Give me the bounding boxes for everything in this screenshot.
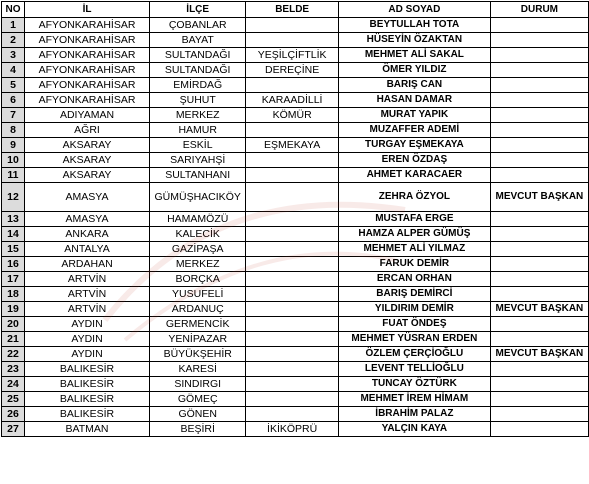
cell-durum	[490, 123, 588, 138]
cell-il: BALIKESİR	[24, 392, 149, 407]
cell-durum	[490, 18, 588, 33]
cell-durum	[490, 93, 588, 108]
cell-durum	[490, 48, 588, 63]
cell-il: AKSARAY	[24, 153, 149, 168]
cell-belde	[246, 168, 339, 183]
cell-durum: MEVCUT BAŞKAN	[490, 302, 588, 317]
cell-ilce: BAYAT	[150, 33, 246, 48]
cell-adsoyad: HAMZA ALPER GÜMÜŞ	[338, 227, 490, 242]
cell-adsoyad: HÜSEYİN ÖZAKTAN	[338, 33, 490, 48]
cell-belde: DEREÇİNE	[246, 63, 339, 78]
cell-ilce: GERMENCİK	[150, 317, 246, 332]
cell-ilce: ARDANUÇ	[150, 302, 246, 317]
cell-ilce: KALECİK	[150, 227, 246, 242]
cell-belde	[246, 78, 339, 93]
cell-ilce: YENİPAZAR	[150, 332, 246, 347]
cell-belde	[246, 407, 339, 422]
cell-il: AFYONKARAHİSAR	[24, 78, 149, 93]
header-no: NO	[2, 2, 25, 18]
table-row	[2, 93, 589, 108]
cell-durum	[490, 138, 588, 153]
cell-il: ARTVİN	[24, 287, 149, 302]
cell-belde	[246, 332, 339, 347]
cell-belde	[246, 317, 339, 332]
cell-adsoyad: MUSTAFA ERGE	[338, 212, 490, 227]
cell-belde	[246, 347, 339, 362]
cell-il: AFYONKARAHİSAR	[24, 93, 149, 108]
cell-adsoyad: YALÇIN KAYA	[338, 422, 490, 437]
cell-durum	[490, 407, 588, 422]
cell-il: AYDIN	[24, 332, 149, 347]
cell-durum	[490, 257, 588, 272]
cell-adsoyad: TURGAY EŞMEKAYA	[338, 138, 490, 153]
cell-belde: KÖMÜR	[246, 108, 339, 123]
cell-ilce: ESKİL	[150, 138, 246, 153]
cell-ilce: BÜYÜKŞEHİR	[150, 347, 246, 362]
cell-adsoyad: EREN ÖZDAŞ	[338, 153, 490, 168]
cell-belde: KARAADİLLİ	[246, 93, 339, 108]
cell-il: AFYONKARAHİSAR	[24, 33, 149, 48]
cell-il: ARTVİN	[24, 302, 149, 317]
cell-ilce: KARESİ	[150, 362, 246, 377]
table-row	[2, 138, 589, 153]
cell-no: 21	[2, 332, 25, 347]
cell-adsoyad: MURAT YAPIK	[338, 108, 490, 123]
table-row	[2, 302, 589, 317]
cell-adsoyad: FUAT ÖNDEŞ	[338, 317, 490, 332]
cell-durum	[490, 153, 588, 168]
header-row	[2, 2, 589, 18]
cell-durum	[490, 33, 588, 48]
cell-belde: EŞMEKAYA	[246, 138, 339, 153]
table-row	[2, 332, 589, 347]
header-il: İL	[24, 2, 149, 18]
cell-belde	[246, 392, 339, 407]
table-row	[2, 153, 589, 168]
cell-belde	[246, 257, 339, 272]
cell-belde	[246, 153, 339, 168]
cell-belde: İKİKÖPRÜ	[246, 422, 339, 437]
cell-adsoyad: İBRAHİM PALAZ	[338, 407, 490, 422]
cell-no: 12	[2, 183, 25, 212]
cell-durum	[490, 63, 588, 78]
cell-ilce: HAMUR	[150, 123, 246, 138]
cell-no: 25	[2, 392, 25, 407]
cell-durum	[490, 287, 588, 302]
cell-no: 17	[2, 272, 25, 287]
table-row	[2, 392, 589, 407]
cell-no: 8	[2, 123, 25, 138]
cell-durum: MEVCUT BAŞKAN	[490, 183, 588, 212]
cell-adsoyad: ÖMER YILDIZ	[338, 63, 490, 78]
cell-no: 13	[2, 212, 25, 227]
table-row	[2, 347, 589, 362]
cell-il: ARTVİN	[24, 272, 149, 287]
cell-durum	[490, 362, 588, 377]
cell-no: 22	[2, 347, 25, 362]
cell-no: 9	[2, 138, 25, 153]
cell-no: 16	[2, 257, 25, 272]
cell-ilce: GÖMEÇ	[150, 392, 246, 407]
header-belde: BELDE	[246, 2, 339, 18]
table-row	[2, 168, 589, 183]
cell-il: BALIKESİR	[24, 362, 149, 377]
cell-durum	[490, 272, 588, 287]
cell-adsoyad: MUZAFFER ADEMİ	[338, 123, 490, 138]
cell-belde	[246, 123, 339, 138]
cell-no: 1	[2, 18, 25, 33]
cell-ilce: MERKEZ	[150, 257, 246, 272]
cell-belde	[246, 272, 339, 287]
table-row	[2, 242, 589, 257]
cell-no: 11	[2, 168, 25, 183]
cell-no: 24	[2, 377, 25, 392]
cell-no: 6	[2, 93, 25, 108]
cell-il: BATMAN	[24, 422, 149, 437]
table-row	[2, 183, 589, 212]
cell-no: 20	[2, 317, 25, 332]
table-row	[2, 287, 589, 302]
cell-belde	[246, 362, 339, 377]
cell-durum	[490, 317, 588, 332]
cell-ilce: SULTANDAĞI	[150, 63, 246, 78]
cell-il: AMASYA	[24, 212, 149, 227]
header-ilce: İLÇE	[150, 2, 246, 18]
cell-ilce: YUSUFELİ	[150, 287, 246, 302]
cell-il: BALIKESİR	[24, 407, 149, 422]
cell-adsoyad: TUNCAY ÖZTÜRK	[338, 377, 490, 392]
cell-adsoyad: HASAN DAMAR	[338, 93, 490, 108]
table-row	[2, 48, 589, 63]
cell-il: AKSARAY	[24, 138, 149, 153]
cell-no: 18	[2, 287, 25, 302]
cell-ilce: SULTANHANI	[150, 168, 246, 183]
cell-no: 3	[2, 48, 25, 63]
cell-belde	[246, 242, 339, 257]
cell-no: 14	[2, 227, 25, 242]
cell-adsoyad: ÖZLEM ÇERÇİOĞLU	[338, 347, 490, 362]
cell-no: 23	[2, 362, 25, 377]
table-row	[2, 123, 589, 138]
cell-ilce: SARIYAHŞİ	[150, 153, 246, 168]
cell-adsoyad: BARIŞ CAN	[338, 78, 490, 93]
cell-adsoyad: MEHMET ALİ YILMAZ	[338, 242, 490, 257]
cell-durum	[490, 422, 588, 437]
cell-no: 15	[2, 242, 25, 257]
cell-il: AMASYA	[24, 183, 149, 212]
cell-il: AFYONKARAHİSAR	[24, 48, 149, 63]
cell-durum	[490, 168, 588, 183]
cell-durum	[490, 242, 588, 257]
table-row	[2, 227, 589, 242]
cell-adsoyad: LEVENT TELLİOĞLU	[338, 362, 490, 377]
cell-ilce: BORÇKA	[150, 272, 246, 287]
cell-durum	[490, 227, 588, 242]
cell-ilce: ÇOBANLAR	[150, 18, 246, 33]
cell-belde: YEŞİLÇİFTLİK	[246, 48, 339, 63]
cell-no: 7	[2, 108, 25, 123]
cell-ilce: GÖNEN	[150, 407, 246, 422]
cell-durum	[490, 212, 588, 227]
header-durum: DURUM	[490, 2, 588, 18]
cell-belde	[246, 183, 339, 212]
cell-il: AYDIN	[24, 347, 149, 362]
cell-adsoyad: FARUK DEMİR	[338, 257, 490, 272]
cell-ilce: GÜMÜŞHACIKÖY	[150, 183, 246, 212]
cell-durum	[490, 392, 588, 407]
cell-durum: MEVCUT BAŞKAN	[490, 347, 588, 362]
table-row	[2, 18, 589, 33]
cell-adsoyad: MEHMET İREM HİMAM	[338, 392, 490, 407]
cell-belde	[246, 302, 339, 317]
cell-ilce: BEŞİRİ	[150, 422, 246, 437]
candidates-table	[1, 1, 589, 437]
table-row	[2, 212, 589, 227]
cell-durum	[490, 332, 588, 347]
table-row	[2, 108, 589, 123]
cell-no: 27	[2, 422, 25, 437]
cell-il: ANTALYA	[24, 242, 149, 257]
cell-il: BALIKESİR	[24, 377, 149, 392]
cell-belde	[246, 212, 339, 227]
cell-durum	[490, 108, 588, 123]
table-row	[2, 377, 589, 392]
header-adsoyad: AD SOYAD	[338, 2, 490, 18]
cell-il: AĞRI	[24, 123, 149, 138]
cell-adsoyad: ERCAN ORHAN	[338, 272, 490, 287]
cell-il: AYDIN	[24, 317, 149, 332]
cell-adsoyad: ZEHRA ÖZYOL	[338, 183, 490, 212]
cell-adsoyad: BEYTULLAH TOTA	[338, 18, 490, 33]
cell-belde	[246, 33, 339, 48]
table-row	[2, 362, 589, 377]
cell-no: 2	[2, 33, 25, 48]
cell-adsoyad: MEHMET YÜSRAN ERDEN	[338, 332, 490, 347]
cell-belde	[246, 18, 339, 33]
cell-il: ARDAHAN	[24, 257, 149, 272]
cell-ilce: EMİRDAĞ	[150, 78, 246, 93]
cell-adsoyad: AHMET KARACAER	[338, 168, 490, 183]
cell-no: 5	[2, 78, 25, 93]
spreadsheet-container	[1, 1, 589, 437]
table-row	[2, 63, 589, 78]
cell-adsoyad: YILDIRIM DEMİR	[338, 302, 490, 317]
cell-durum	[490, 377, 588, 392]
cell-ilce: SINDIRGI	[150, 377, 246, 392]
cell-belde	[246, 287, 339, 302]
cell-no: 19	[2, 302, 25, 317]
cell-durum	[490, 78, 588, 93]
cell-no: 4	[2, 63, 25, 78]
cell-il: ADIYAMAN	[24, 108, 149, 123]
cell-ilce: MERKEZ	[150, 108, 246, 123]
cell-il: AFYONKARAHİSAR	[24, 18, 149, 33]
table-row	[2, 33, 589, 48]
table-row	[2, 257, 589, 272]
table-row	[2, 317, 589, 332]
table-row	[2, 422, 589, 437]
cell-ilce: HAMAMÖZÜ	[150, 212, 246, 227]
cell-il: ANKARA	[24, 227, 149, 242]
cell-ilce: SULTANDAĞI	[150, 48, 246, 63]
cell-no: 26	[2, 407, 25, 422]
cell-adsoyad: BARIŞ DEMİRCİ	[338, 287, 490, 302]
cell-il: AFYONKARAHİSAR	[24, 63, 149, 78]
cell-belde	[246, 377, 339, 392]
table-row	[2, 272, 589, 287]
cell-il: AKSARAY	[24, 168, 149, 183]
table-row	[2, 78, 589, 93]
table-row	[2, 407, 589, 422]
cell-belde	[246, 227, 339, 242]
cell-adsoyad: MEHMET ALİ SAKAL	[338, 48, 490, 63]
cell-no: 10	[2, 153, 25, 168]
cell-ilce: GAZİPAŞA	[150, 242, 246, 257]
cell-ilce: ŞUHUT	[150, 93, 246, 108]
